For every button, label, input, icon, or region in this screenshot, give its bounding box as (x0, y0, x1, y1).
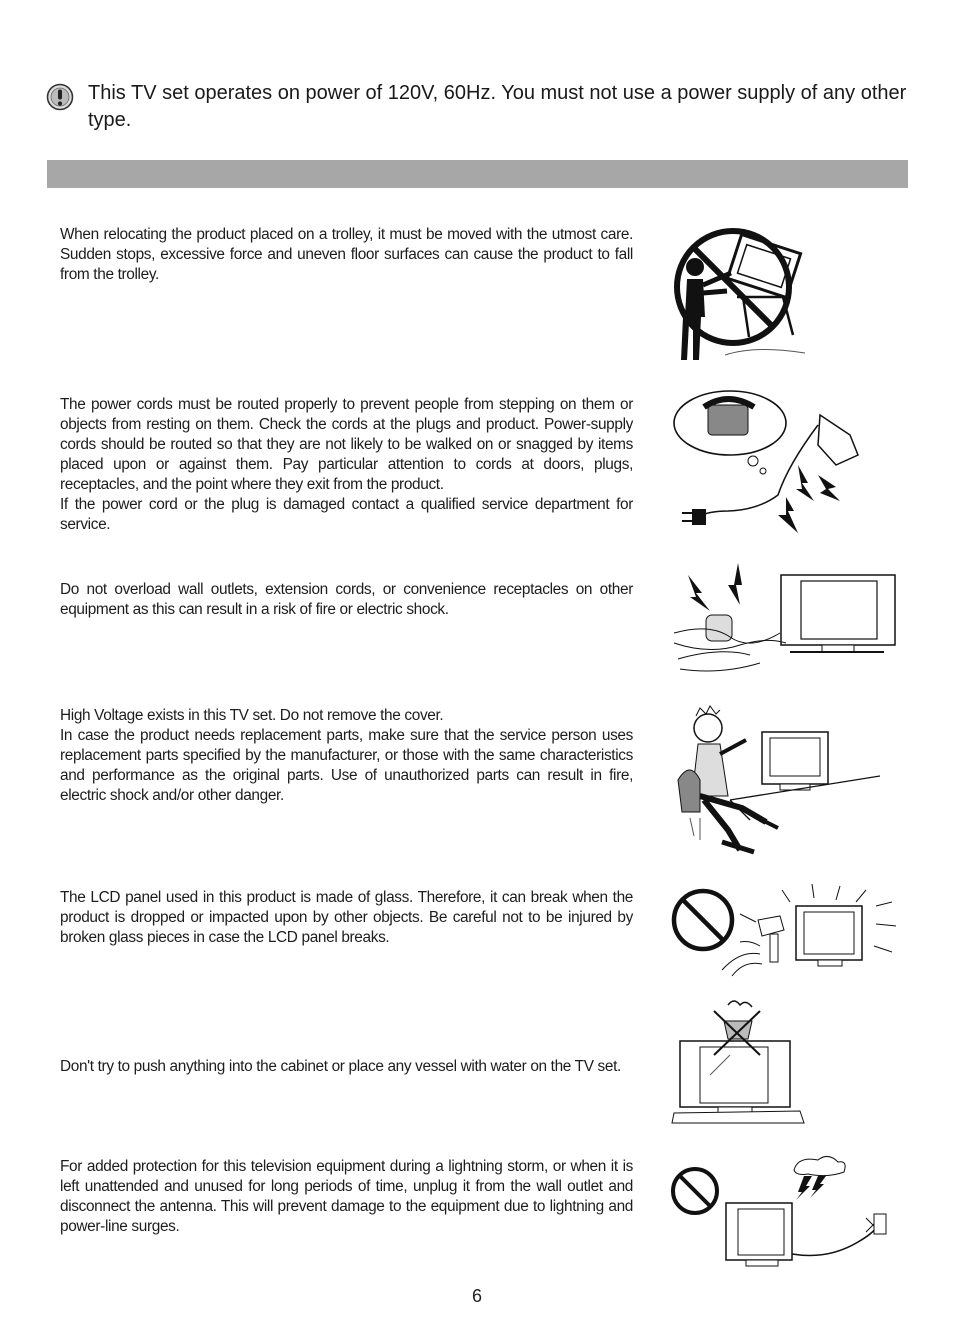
overload-warning-text (60, 580, 633, 620)
lcd-glass-warning-text (60, 888, 633, 948)
paragraph: Don't try to push anything into the cabinet or place any vessel with water on the TV set. (60, 1058, 621, 1075)
paragraph: If the power cord or the plug is damaged contact a qualified service department for service. (60, 496, 633, 533)
paragraph: High Voltage exists in this TV set. Do not remove the cover. (60, 707, 444, 724)
high-voltage-warning-illustration (670, 700, 880, 860)
power-cord-warning-text (60, 395, 633, 535)
high-voltage-warning-text (60, 706, 633, 806)
lightning-warning-illustration (668, 1150, 898, 1274)
overload-warning-illustration (670, 563, 900, 678)
lcd-glass-warning-illustration (670, 880, 910, 980)
paragraph: The LCD panel used in this product is made of glass. Therefore, it can break when the product is dropped or impacted upon by other objects. Be careful not to be injured by broken glass pieces in case the LCD panel breaks. (60, 889, 633, 946)
paragraph: Do not overload wall outlets, extension cords, or convenience receptacles on other equipment as this can result in a risk of fire or electric shock. (60, 581, 633, 618)
vessel-warning-text (60, 1057, 633, 1077)
vessel-warning-illustration (670, 995, 810, 1125)
paragraph: When relocating the product placed on a trolley, it must be moved with the utmost care. Sudden stops, excessive force and uneven floor surfaces can cause the product to fall from the trolley. (60, 226, 633, 283)
paragraph: For added protection for this television equipment during a lightning storm, or when it is left unattended and unused for long periods of time, unplug it from the wall outlet and disconnect the antenna. This will prevent damage to the equipment due to lightning and power-line surges. (60, 1158, 633, 1235)
trolley-warning-illustration (665, 205, 825, 365)
page-number: 6 (471, 1286, 482, 1306)
power-supply-note-text: This TV set operates on power of 120V, 60Hz. You must not use a power supply of any other type. (88, 82, 907, 131)
power-cord-warning-illustration (668, 385, 868, 545)
paragraph: In case the product needs replacement parts, make sure that the service person uses replacement parts specified by the manufacturer, or those with the same characteristics and performance as the original parts. Use of unauthorized parts can result in fire, electric shock and/or other danger. (60, 727, 633, 804)
exclamation-circle-icon (46, 83, 74, 111)
section-header-bar (47, 160, 908, 188)
trolley-warning-text (60, 225, 633, 285)
lightning-warning-text (60, 1157, 633, 1237)
paragraph: The power cords must be routed properly to prevent people from stepping on them or objects from resting on them. Check the cords at the plugs and product. Power-supply cords should be routed so that they are not likely to be walked on or snagged by items placed upon or against them. Pay particular attention to cords at doors, plugs, receptacles, and the point where they exit from the product. (60, 396, 633, 493)
